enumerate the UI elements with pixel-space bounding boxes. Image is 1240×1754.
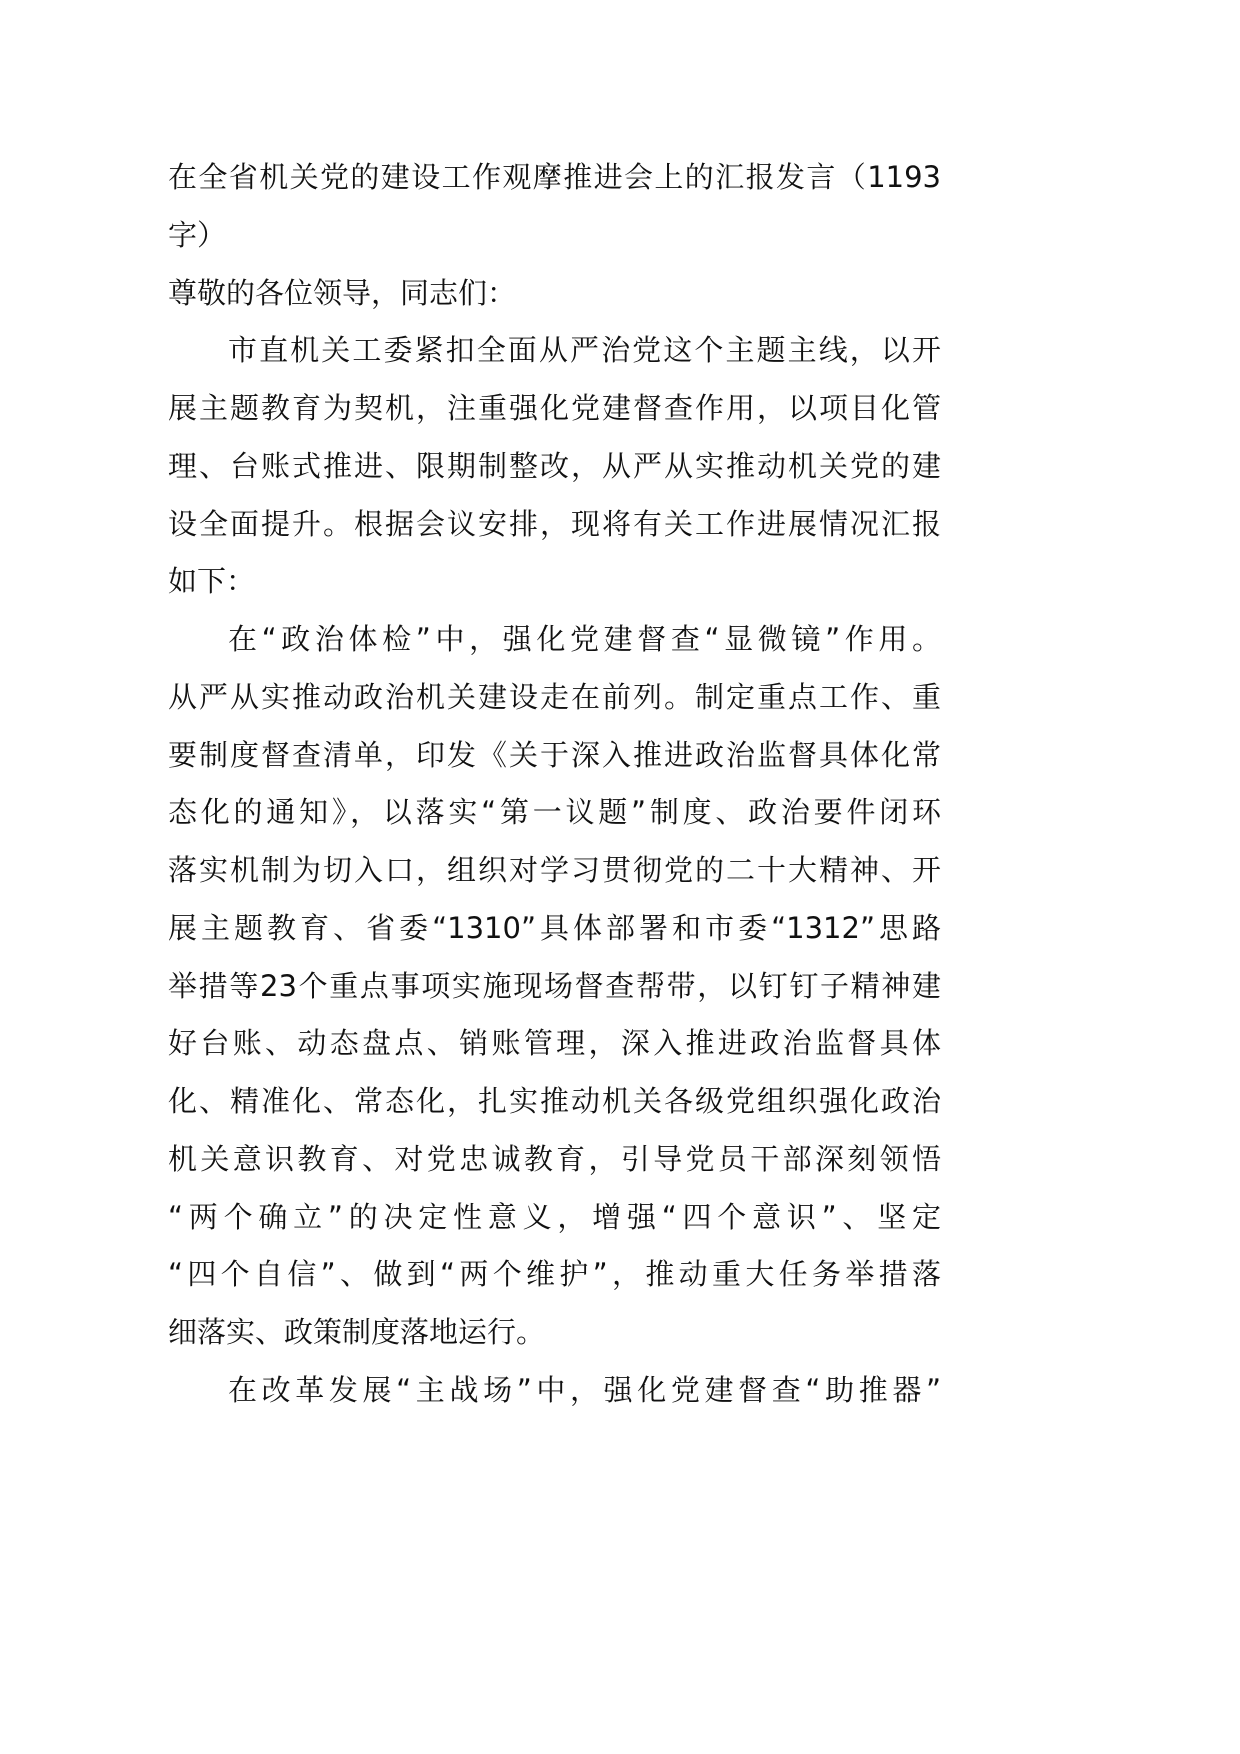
salutation: 尊敬的各位领导，同志们： (168, 275, 517, 310)
paragraph-line: 机关意识教育、对党忠诚教育，引导党员干部深刻领悟 (168, 1141, 941, 1176)
paragraph-line: 举措等23个重点事项实施现场督查帮带，以钉钉子精神建 (168, 968, 941, 1003)
paragraph-line: 展主题教育为契机，注重强化党建督查作用，以项目化管 (168, 391, 941, 425)
paragraph-line: “两个确立”的决定性意义，增强“四个意识”、坚定 (168, 1199, 941, 1234)
paragraph-line: 落实机制为切入口，组织对学习贯彻党的二十大精神、开 (168, 853, 941, 887)
paragraph-line: 要制度督查清单，印发《关于深入推进政治监督具体化常 (168, 737, 941, 772)
document-body (168, 149, 941, 1420)
paragraph-line: 细落实、政策制度落地运行。 (168, 1315, 546, 1349)
paragraph-line: 从严从实推动政治机关建设走在前列。制定重点工作、重 (168, 679, 941, 714)
paragraph-line: 化、精准化、常态化，扎实推动机关各级党组织强化政治 (168, 1084, 941, 1118)
paragraph-line: 好台账、动态盘点、销账管理，深入推进政治监督具体 (168, 1026, 941, 1061)
paragraph-line: 在“政治体检”中，强化党建督查“显微镜”作用。 (228, 622, 941, 656)
title-line: 在全省机关党的建设工作观摩推进会上的汇报发言（1193 (168, 160, 941, 194)
paragraph-line: 市直机关工委紧扣全面从严治党这个主题主线，以开 (228, 333, 941, 368)
paragraph-line: 设全面提升。根据会议安排，现将有关工作进展情况汇报 (168, 506, 941, 541)
paragraph-line: 理、台账式推进、限期制整改，从严从实推动机关党的建 (168, 448, 941, 483)
title-line: 字） (168, 217, 227, 252)
paragraph-line: “四个自信”、做到“两个维护”，推动重大任务举措落 (168, 1257, 941, 1292)
paragraph-line: 在改革发展“主战场”中，强化党建督查“助推器” (228, 1372, 941, 1407)
paragraph-line: 态化的通知》，以落实“第一议题”制度、政治要件闭环 (168, 795, 941, 830)
paragraph-line: 展主题教育、省委“1310”具体部署和市委“1312”思路 (168, 910, 941, 945)
paragraph-line: 如下： (168, 564, 256, 599)
